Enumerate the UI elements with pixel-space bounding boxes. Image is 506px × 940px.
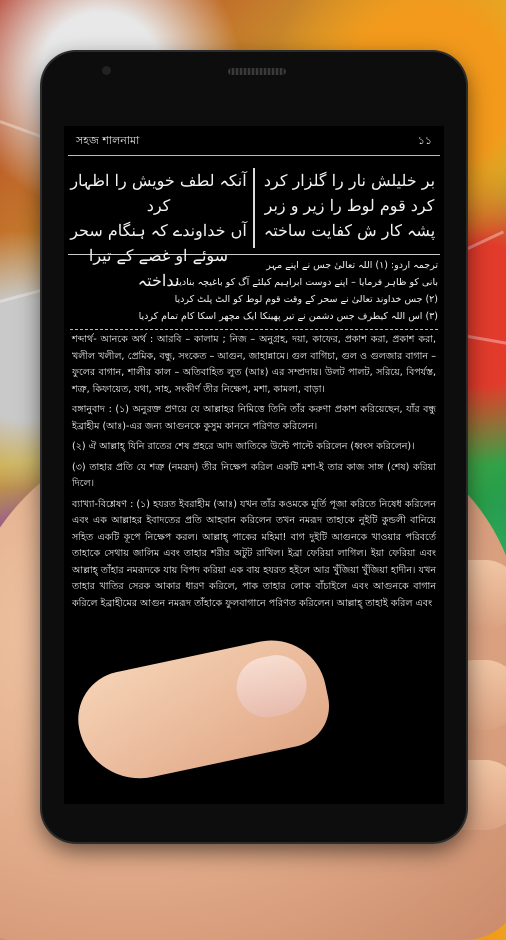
- bengali-text: [64, 332, 444, 612]
- verse-left-column: [259, 162, 440, 254]
- thumb-nail: [231, 650, 312, 723]
- section-divider: [70, 329, 438, 330]
- verse-line: پشہ کار ش کفایت ساختہ: [263, 221, 436, 240]
- urdu-line: (۳) اس اللہ کیطرف جس دشمن نے تیر پھینکا ایک مچھر اسکا کام تمام کردیا: [138, 311, 438, 322]
- urdu-line: ترجمہ اردو: (۱) اللہ تعالیٰ جس نے اپنے مہر: [266, 260, 438, 271]
- translation-line: (২) ঐ আল্লাহ্‌ যিনি রাতের শেষ প্রহরে আদ জাতিকে উল্টে পাল্টে করিলেন (ধ্বংস করিলেন)।: [72, 441, 415, 452]
- book-title: সহজ শালনামা: [76, 134, 140, 147]
- front-camera: [102, 66, 111, 75]
- glossary-paragraph: শব্দার্থ- আনকে অর্থ : আরবি – কালাম ; নিজ – অনুগ্রহ, দয়া, কাফের, প্রকাশ করা, প্রকাশ করা, খলীল খলীল, প্রেমিক, বন্ধু, সংকেত – আগুন, জাহান্নামে। গুল বাগিচা, গুল ও গুলজার বাগান – ফুলের বাগান, শালীর কাল – অতিবাহিত লুত (আঃ) এর সম্প্রদায়। উলট পালট, সরিয়ে, বিপর্যস্ত, শত্রু, কিফায়েত, যথা, সাহ, সংকীর্ণ তীর নিক্ষেপ, মশা, কামলা, বাড়া।: [72, 334, 436, 395]
- urdu-line: (۲) جس خداوند تعالیٰ نے سحر کے وقت قوم لوط کو الٹ پلٹ کردیا: [174, 294, 438, 305]
- verse-line: سوئے او غصے کے تیرا نداختہ: [88, 246, 229, 290]
- verse-line: آں خداوندے کہ ہنگام سحر: [70, 221, 247, 240]
- page-header: [68, 126, 440, 156]
- urdu-line: بانی کو ظاہر فرمایا – اپنے دوست ابراہیم کیلئے آگ کو باغیچہ بنادیا: [176, 277, 438, 288]
- verse-line: کرد قوم لوط را زیر و زبر: [264, 196, 435, 215]
- translation-paragraph: বঙ্গানুবাদ : (১) অনুরক্ত প্রণয়ে যে আল্লাহর নিমিত্তে তিনি তাঁর করুণা প্রকাশ করিয়েছেন, যাঁর বন্ধু ইব্রাহীম (আঃ)-এর জন্য আগুনকে কুসুম কাননে পরিণত করিলেন।: [72, 404, 436, 432]
- commentary-paragraph: ব্যাখ্যা-বিশ্লেষণ : (১) হযরত ইবরাহীম (আঃ) যখন তাঁর কওমকে মূর্তি পূজা করিতে নিষেধ করিলেন এবং এক আল্লাহর ইবাদতের প্রতি আহবান করিলেন তখন নমরূদ তাহাকে নুইটি কুন্ডলী বানিয়ে সহিত একটি কূপে নিক্ষেপ করল। আল্লাহ্‌ পাকের মহিমা! বাগ দুইটি আগুনকে খাওয়ার পরিবর্তে তাহাকে সেথায় জালিম এবং তাহার শরীর অটুট রাখিল। ইব্রা ফেরিয়া লাগিল। ইয়া ফেরিয়া এবং আল্লাহ্‌ তাঁহার নমরূদকে যায় বিপদ করিয়া এক বায় হযরত হইলে আর খুঁজিয়া খুঁজিয়া হাদীন। যখন তাহার খাতির সেরক আকার ধারণ করিলে, পাক তাহার লোক বাঁচাইলে এবং আগুনকে বাগান করিলে ইব্রাহীমের আগুন নমরূদ তাঁহাকে ফুলবাগানে পরিণত করিলেন। আল্লাহ্‌ তাহাই করিল এবং: [72, 498, 436, 609]
- verse-line: بر خلیلش نار را گلزار کرد: [263, 171, 436, 190]
- page-number: ১১: [417, 134, 432, 147]
- verse-divider: [253, 168, 255, 248]
- translation-line: (৩) তাহার প্রতি যে শত্রু (নমরূদ) তীর নিক্ষেপ করিল একটি মশা-ই তার কাজ সাঙ্গ (শেষ) করিয়া দিলে।: [72, 461, 436, 489]
- verse-right-column: [68, 162, 249, 290]
- verse-line: آنکہ لطف خویش را اظہار کرد: [70, 171, 247, 215]
- speaker-grille: [228, 68, 286, 75]
